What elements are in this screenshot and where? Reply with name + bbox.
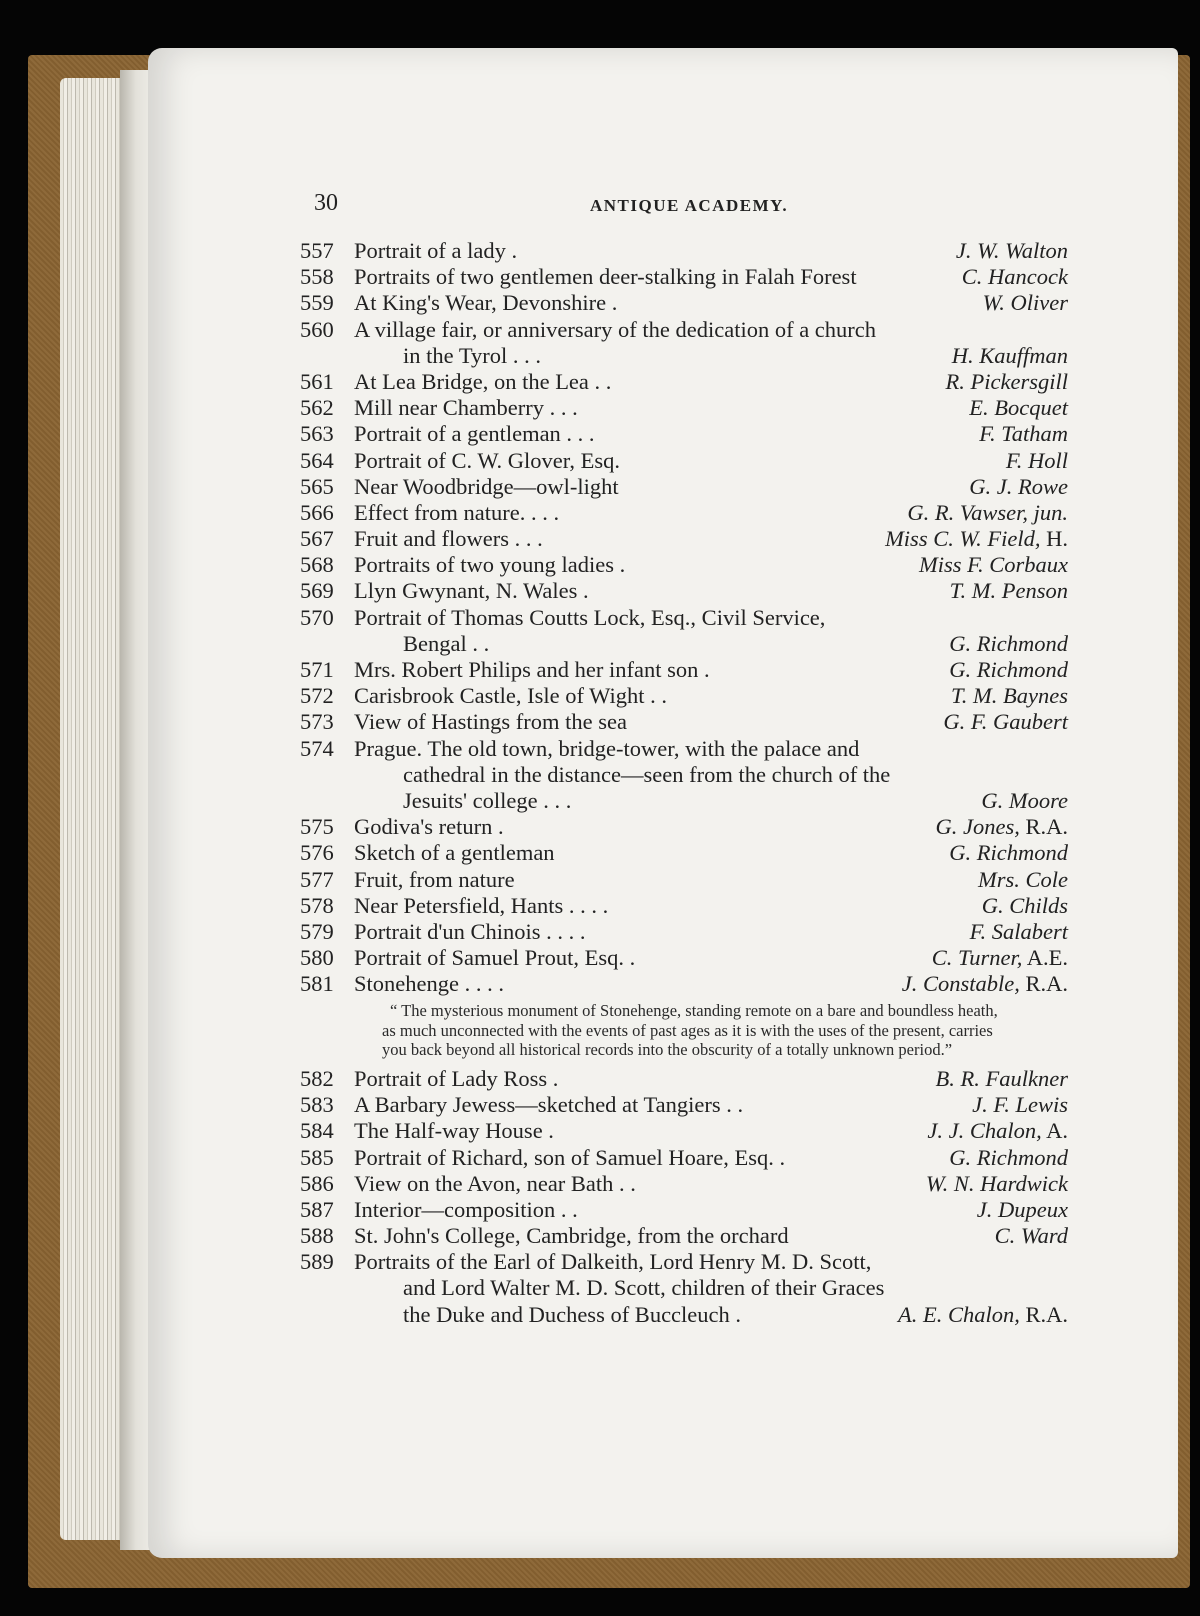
artist-name: G. Richmond (949, 840, 1068, 866)
entry-line (300, 1171, 1068, 1197)
entry-title: Mill near Chamberry . . . (354, 395, 578, 421)
catalogue-entry (300, 552, 1068, 578)
entry-title: Godiva's return . (354, 814, 504, 840)
entry-line (300, 709, 1068, 735)
entry-number: 573 (300, 709, 334, 735)
entry-title: Mrs. Robert Philips and her infant son . (354, 657, 710, 682)
catalogue-list (300, 238, 1068, 1328)
artist-name: J. J. Chalon, (927, 1118, 1042, 1144)
entry-title: Effect from nature. . . . (354, 499, 560, 525)
entry-line (300, 500, 1068, 526)
entry-number: 568 (300, 552, 334, 578)
catalogue-entry (300, 1118, 1068, 1144)
artist-name: W. N. Hardwick (925, 1170, 1068, 1196)
entry-line (300, 552, 1068, 578)
entry-number: 586 (300, 1170, 334, 1196)
entry-artist (898, 1302, 1068, 1328)
artist-name: F. Salabert (969, 918, 1068, 944)
entry-title: Portrait of Richard, son of Samuel Hoare, Esq. . (354, 1144, 786, 1170)
artist-name: G. R. Vawser, jun. (907, 499, 1068, 525)
artist-name: T. M. Penson (949, 578, 1068, 604)
entry-title: Portrait of a gentleman . . . (354, 421, 595, 447)
entry-line (300, 238, 1068, 264)
entry-line (300, 605, 1068, 631)
artist-suffix: R.A. (1019, 971, 1068, 997)
entry-number: 579 (300, 918, 334, 944)
entry-artist (949, 657, 1068, 683)
entry-number: 566 (300, 499, 334, 525)
catalogue-entry (300, 238, 1068, 264)
entry-title: View of Hastings from the sea (354, 709, 627, 735)
artist-name: Mrs. Cole (978, 866, 1068, 892)
entry-artist (936, 814, 1069, 840)
entry-artist (982, 893, 1068, 919)
entry-title: the Duke and Duchess of Buccleuch . (403, 1301, 742, 1327)
entry-line (300, 1092, 1068, 1118)
artist-name: Miss F. Corbaux (919, 552, 1068, 578)
entry-number: 557 (300, 238, 334, 263)
entry-title: Stonehenge . . . . (354, 971, 504, 997)
entry-line (300, 1302, 1068, 1328)
artist-suffix: A.E. (1022, 945, 1068, 971)
catalogue-entry (300, 1066, 1068, 1092)
entry-number: 582 (300, 1065, 334, 1091)
catalogue-entry (300, 369, 1068, 395)
entry-title: Interior—composition . . (354, 1196, 578, 1222)
entry-number: 585 (300, 1144, 334, 1170)
entry-title: Near Woodbridge—owl-light (354, 473, 619, 499)
artist-name: J. Dupeux (976, 1196, 1068, 1222)
artist-name: Miss C. W. Field, (885, 526, 1041, 552)
entry-title: Prague. The old town, bridge-tower, with the palace and (354, 735, 860, 761)
running-head: ANTIQUE ACADEMY. (590, 196, 789, 215)
catalogue-entry (300, 317, 1068, 369)
entry-artist (946, 369, 1068, 395)
entry-title: and Lord Walter M. D. Scott, children of their Graces (403, 1275, 885, 1301)
entry-title: At Lea Bridge, on the Lea . . (354, 368, 612, 394)
entry-title: in the Tyrol . . . (403, 342, 541, 368)
entry-line (300, 474, 1068, 500)
entry-line (300, 971, 1068, 997)
entry-title: Portraits of two gentlemen deer-stalking in Falah Forest (354, 264, 857, 290)
entry-artist (969, 395, 1068, 421)
entry-number: 571 (300, 657, 334, 682)
entry-number: 565 (300, 473, 334, 499)
entry-title: Portrait of Lady Ross . (354, 1065, 559, 1091)
catalogue-entry (300, 736, 1068, 815)
entry-number: 558 (300, 264, 334, 290)
entry-artist (995, 1223, 1068, 1249)
artist-name: G. Richmond (949, 630, 1068, 656)
entry-line (300, 290, 1068, 316)
entry-number: 583 (300, 1092, 334, 1118)
artist-name: F. Holl (1005, 447, 1068, 473)
entry-line (300, 919, 1068, 945)
entry-title: Fruit and flowers . . . (354, 526, 543, 552)
entry-line (300, 736, 1068, 762)
entry-title: Portraits of two young ladies . (354, 552, 626, 578)
entry-title: Fruit, from nature (354, 866, 515, 892)
catalogue-entry (300, 657, 1068, 683)
entry-title: Llyn Gwynant, N. Wales . (354, 578, 589, 604)
entry-line (300, 1223, 1068, 1249)
entry-line (300, 395, 1068, 421)
entry-title: St. John's College, Cambridge, from the orchard (354, 1223, 789, 1249)
catalogue-entry (300, 421, 1068, 447)
catalogue-entry (300, 893, 1068, 919)
entry-line (300, 343, 1068, 369)
entry-line (300, 657, 1068, 683)
artist-name: B. R. Faulkner (935, 1065, 1068, 1091)
entry-number: 569 (300, 578, 334, 604)
catalogue-entry (300, 814, 1068, 840)
catalogue-entry (300, 683, 1068, 709)
entry-artist (943, 709, 1068, 735)
entry-line (300, 840, 1068, 866)
entry-artist (949, 631, 1068, 657)
entry-title: Portrait of Thomas Coutts Lock, Esq., Civil Service, (354, 604, 826, 630)
entry-artist (972, 1092, 1068, 1118)
entry-line (300, 1197, 1068, 1223)
artist-name: T. M. Baynes (950, 683, 1068, 709)
entry-line (300, 1275, 1068, 1301)
entry-artist (978, 867, 1068, 893)
entry-title: Sketch of a gentleman (354, 840, 555, 866)
catalogue-entry (300, 448, 1068, 474)
catalogue-entry (300, 1249, 1068, 1328)
catalogue-entry (300, 1145, 1068, 1171)
entry-title: Portraits of the Earl of Dalkeith, Lord Henry M. D. Scott, (354, 1249, 872, 1275)
artist-name: G. J. Rowe (969, 473, 1068, 499)
entry-number: 562 (300, 395, 334, 421)
artist-name: H. Kauffman (951, 342, 1068, 368)
entry-number: 580 (300, 945, 334, 971)
entry-number: 570 (300, 604, 334, 630)
catalogue-entry (300, 840, 1068, 866)
entry-artist (983, 290, 1068, 316)
entry-line (300, 1145, 1068, 1171)
catalogue-entry (300, 526, 1068, 552)
entry-number: 564 (300, 447, 334, 473)
catalogue-entry (300, 264, 1068, 290)
entry-artist (951, 683, 1068, 709)
artist-name: G. Richmond (949, 657, 1068, 682)
artist-name: G. Richmond (949, 1144, 1068, 1170)
entry-artist (927, 1118, 1068, 1144)
entry-artist (949, 1145, 1068, 1171)
entry-artist (952, 343, 1068, 369)
artist-name: G. Childs (981, 892, 1068, 918)
entry-artist (956, 238, 1068, 264)
artist-name: J. F. Lewis (972, 1092, 1068, 1118)
entry-title: Portrait d'un Chinois . . . . (354, 918, 586, 944)
catalogue-entry (300, 1223, 1068, 1249)
artist-suffix: R.A. (1019, 1301, 1068, 1327)
entry-artist (950, 578, 1068, 604)
entry-title: cathedral in the distance—seen from the church of the (403, 761, 891, 787)
entry-number: 560 (300, 316, 334, 342)
entry-line (300, 421, 1068, 447)
artist-name: C. Hancock (961, 264, 1068, 290)
catalogue-entry (300, 1092, 1068, 1118)
entry-artist (981, 788, 1068, 814)
artist-name: E. Bocquet (969, 395, 1068, 421)
entry-number: 588 (300, 1223, 334, 1249)
entry-line (300, 945, 1068, 971)
entry-number: 577 (300, 866, 334, 892)
entry-title: Portrait of a lady . (354, 238, 518, 263)
entry-title: A village fair, or anniversary of the dedication of a church (354, 316, 877, 342)
entry-line (300, 762, 1068, 788)
entry-line (300, 578, 1068, 604)
entry-artist (902, 971, 1068, 997)
catalogue-entry (300, 945, 1068, 971)
entry-artist (979, 421, 1068, 447)
entry-artist (936, 1066, 1068, 1092)
entry-number: 584 (300, 1118, 334, 1144)
entry-title: Bengal . . (403, 630, 490, 656)
artist-name: J. W. Walton (955, 238, 1068, 263)
entry-title: Portrait of Samuel Prout, Esq. . (354, 945, 636, 971)
stonehenge-quote: “ The mysterious monument of Stonehenge, standing remote on a bare and boundless heath, as much unconnected with the events of past ages as it is with the uses of the present, carries you back beyond all historical records into the obscurity of a totally unknown period.” (382, 1001, 998, 1060)
entry-line (300, 1118, 1068, 1144)
entry-number: 578 (300, 892, 334, 918)
catalogue-entry (300, 971, 1068, 997)
artist-name: F. Tatham (979, 421, 1068, 447)
entry-artist (970, 919, 1068, 945)
entry-line (300, 814, 1068, 840)
catalogue-entry (300, 500, 1068, 526)
entry-artist (907, 500, 1068, 526)
entry-artist (962, 264, 1068, 290)
entries-part-1 (300, 238, 1068, 997)
entry-line (300, 369, 1068, 395)
entry-number: 572 (300, 683, 334, 709)
artist-name: R. Pickersgill (945, 368, 1068, 394)
entry-title: Jesuits' college . . . (403, 787, 572, 813)
entry-artist (969, 474, 1068, 500)
artist-name: W. Oliver (982, 290, 1068, 316)
catalogue-entry (300, 919, 1068, 945)
entry-number: 581 (300, 971, 334, 997)
page-number: 30 (314, 190, 338, 216)
catalogue-entry (300, 605, 1068, 657)
entry-number: 587 (300, 1196, 334, 1222)
artist-name: J. Constable, (901, 971, 1020, 997)
entry-title: A Barbary Jewess—sketched at Tangiers . . (354, 1092, 744, 1118)
artist-name: G. Jones, (935, 814, 1020, 840)
entry-number: 589 (300, 1249, 334, 1275)
entry-artist (977, 1197, 1068, 1223)
entry-line (300, 317, 1068, 343)
artist-name: G. Moore (981, 787, 1068, 813)
entry-line (300, 893, 1068, 919)
entry-number: 575 (300, 814, 334, 840)
entry-line (300, 867, 1068, 893)
entry-number: 563 (300, 421, 334, 447)
entry-title: The Half-way House . (354, 1118, 554, 1144)
entry-artist (949, 840, 1068, 866)
entry-line (300, 631, 1068, 657)
entry-number: 561 (300, 368, 334, 394)
artist-name: G. F. Gaubert (943, 709, 1068, 735)
catalogue-entry (300, 395, 1068, 421)
entry-artist (932, 945, 1068, 971)
artist-suffix: H. (1040, 526, 1068, 552)
entry-artist (885, 526, 1068, 552)
entry-number: 567 (300, 526, 334, 552)
entry-title: View on the Avon, near Bath . . (354, 1170, 636, 1196)
catalogue-entry (300, 867, 1068, 893)
entry-artist (919, 552, 1068, 578)
entry-line (300, 526, 1068, 552)
catalogue-entry (300, 1171, 1068, 1197)
artist-name: A. E. Chalon, (897, 1301, 1020, 1327)
entry-number: 576 (300, 840, 334, 866)
catalogue-entry (300, 1197, 1068, 1223)
entry-line (300, 1066, 1068, 1092)
catalogue-entry (300, 709, 1068, 735)
page-text (160, 0, 1180, 1616)
entry-artist (926, 1171, 1068, 1197)
catalogue-entry (300, 290, 1068, 316)
entry-line (300, 788, 1068, 814)
entry-line (300, 683, 1068, 709)
artist-suffix: R.A. (1019, 814, 1068, 840)
entry-title: Carisbrook Castle, Isle of Wight . . (354, 683, 668, 709)
entry-number: 574 (300, 735, 334, 761)
entry-title: At King's Wear, Devonshire . (354, 290, 618, 316)
entries-part-2 (300, 1066, 1068, 1328)
artist-suffix: A. (1041, 1118, 1068, 1144)
artist-name: C. Ward (994, 1223, 1068, 1249)
entry-line (300, 264, 1068, 290)
entry-title: Near Petersfield, Hants . . . . (354, 892, 609, 918)
entry-artist (1006, 448, 1068, 474)
entry-line (300, 448, 1068, 474)
catalogue-entry (300, 474, 1068, 500)
entry-title: Portrait of C. W. Glover, Esq. (354, 447, 620, 473)
catalogue-entry (300, 578, 1068, 604)
entry-line (300, 1249, 1068, 1275)
artist-name: C. Turner, (931, 945, 1023, 971)
entry-number: 559 (300, 290, 334, 316)
